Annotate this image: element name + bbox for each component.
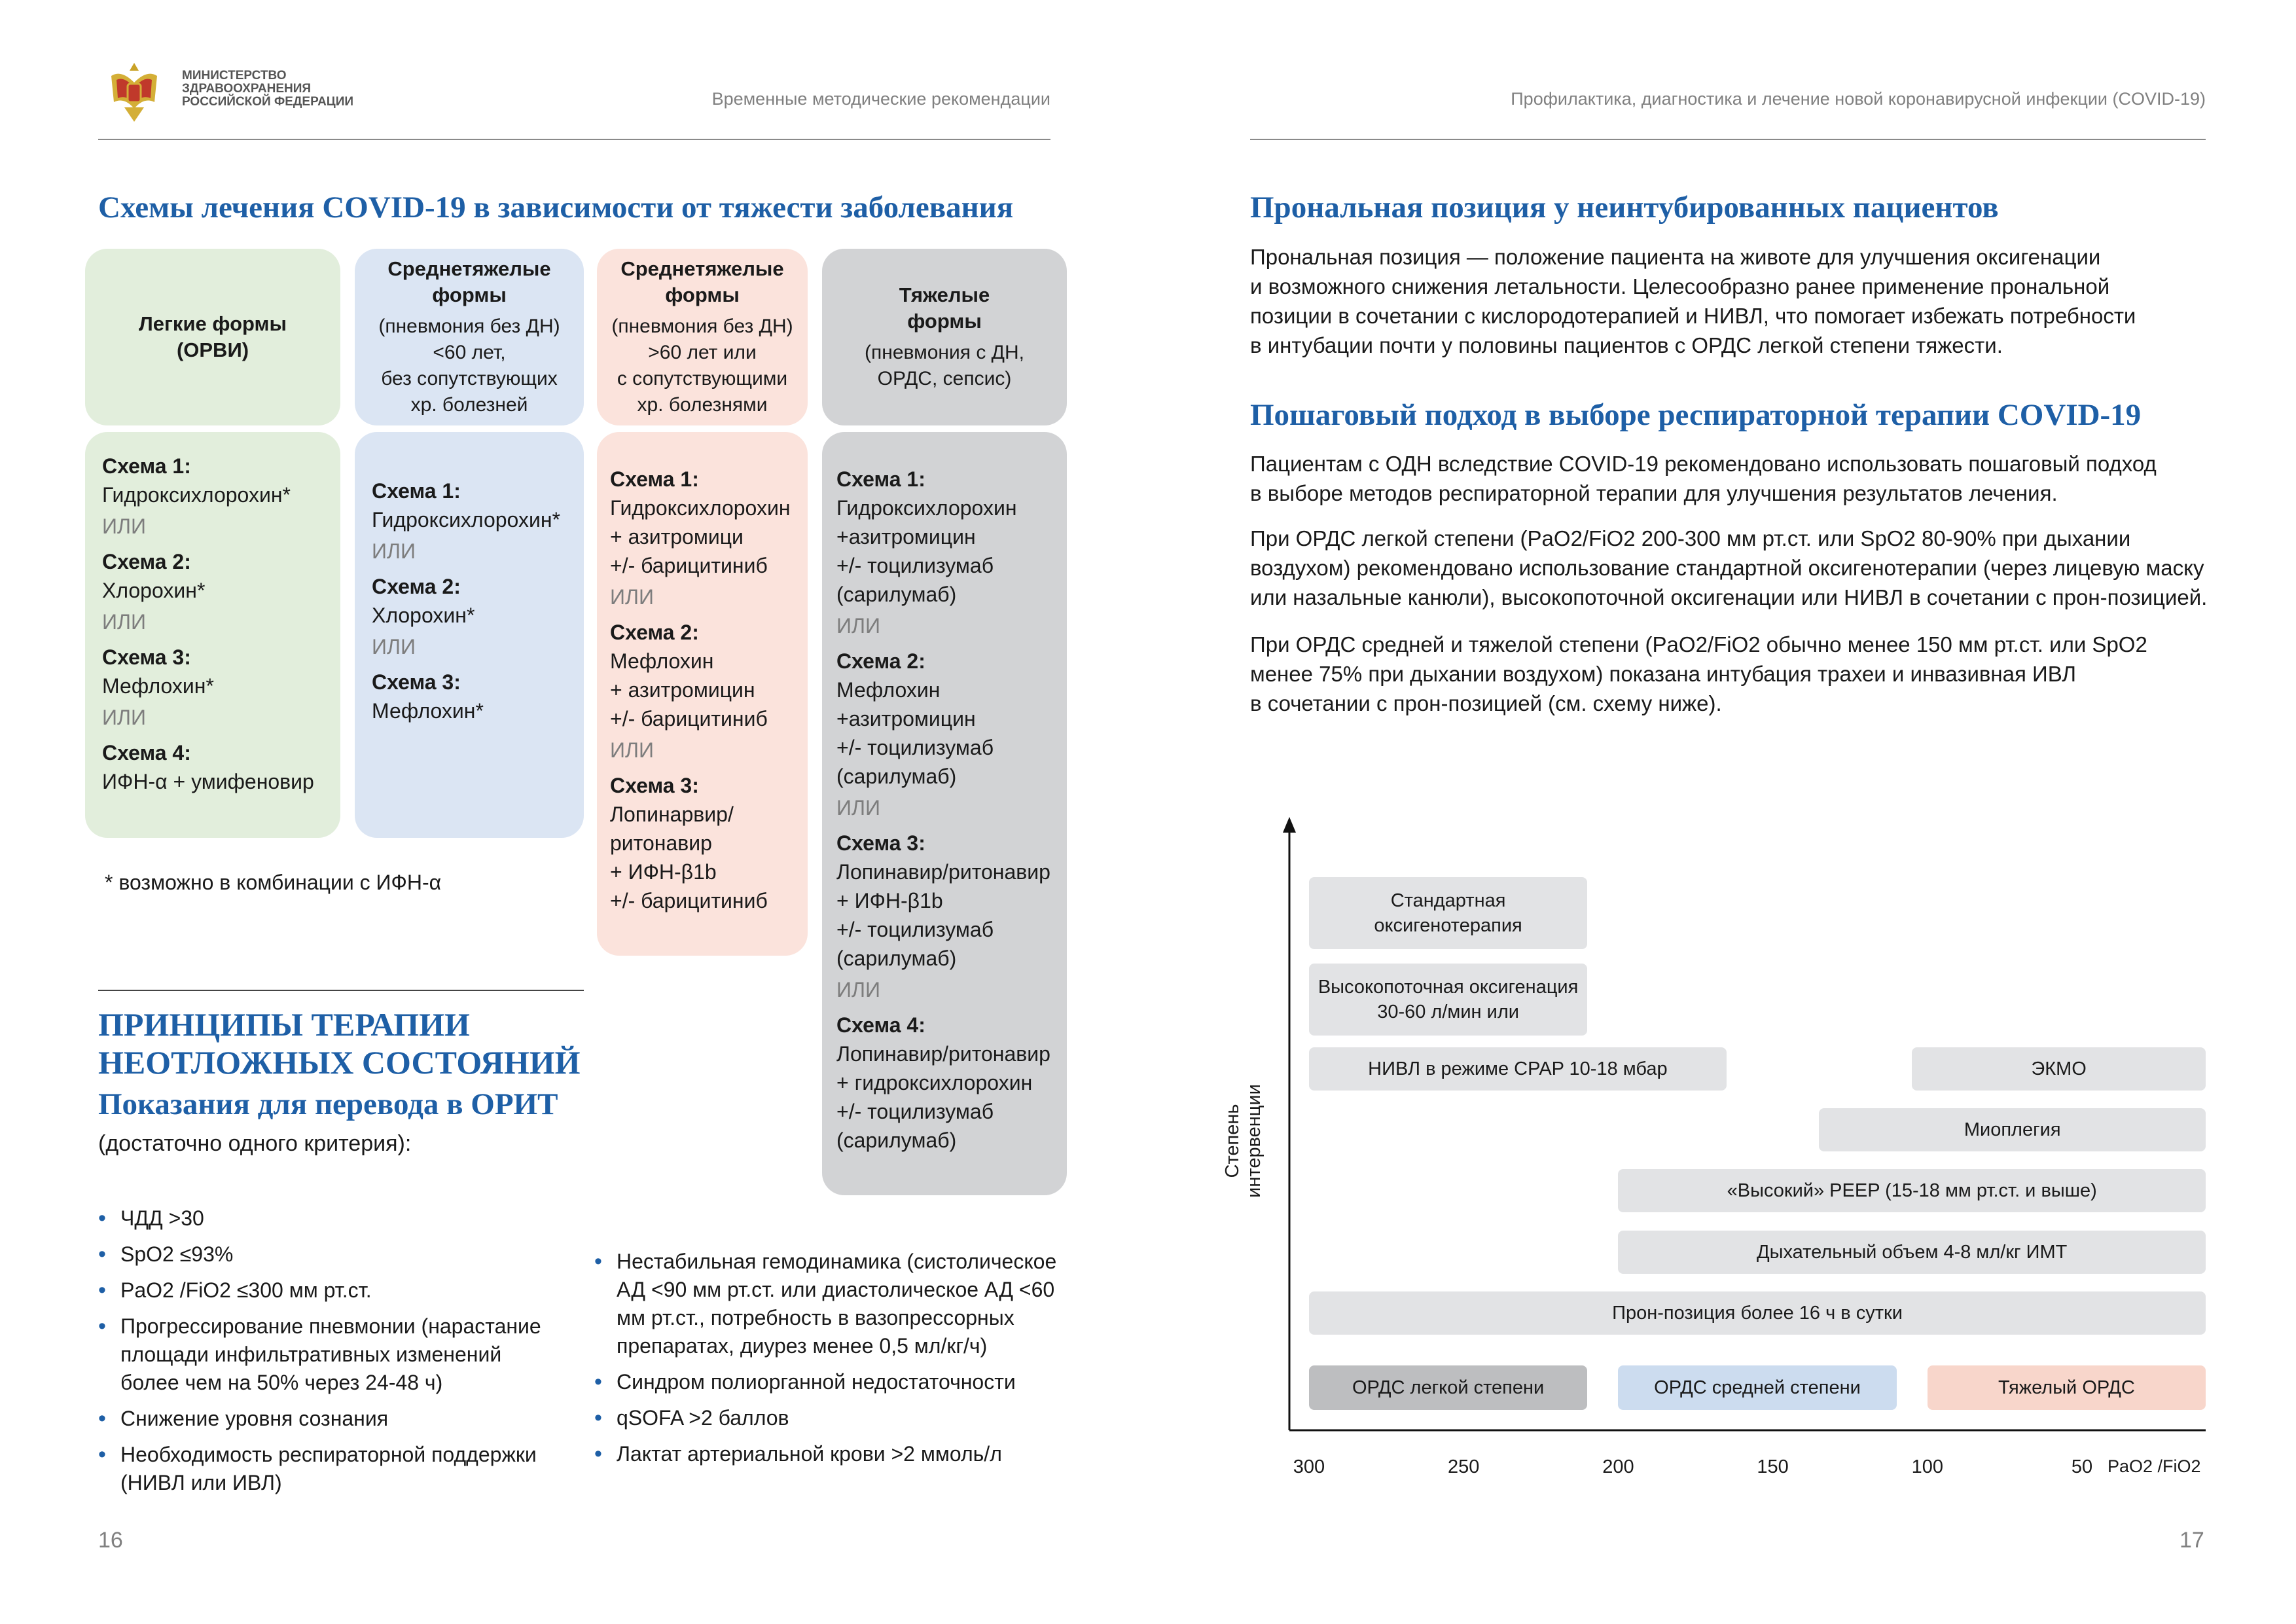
text-line: позиции в сочетании с кислородотерапией и НИВЛ, что помогает избежать потребности (1250, 304, 2136, 328)
text-line: в интубации почти у половины пациентов с ОРДС легкой степени тяжести. (1250, 333, 2003, 357)
ministry-logo-line2: ЗДРАВООХРАНЕНИЯ (182, 82, 312, 96)
y-axis-label: Степень интервенции (1222, 1084, 1265, 1198)
scheme-drug: +азитромицин (836, 525, 976, 549)
scheme-label: Схема 2: (372, 575, 461, 598)
column-title-l2: формы (907, 310, 982, 333)
chart-bar: «Высокий» PEEP (15-18 мм рт.ст. и выше) (1618, 1169, 2206, 1212)
principles-title-l2: НЕОТЛОЖНЫХ СОСТОЯНИЙ (98, 1044, 581, 1081)
scheme-drug: Гидроксихлорохин* (372, 508, 560, 532)
scheme-drug: (сарилумаб) (836, 583, 957, 606)
column-mild-title-l2: (ОРВИ) (176, 338, 249, 361)
scheme-label: Схема 3: (372, 670, 461, 694)
footnote: * возможно в комбинации с ИФН-α (105, 871, 442, 894)
chart-category-bar: ОРДС легкой степени (1309, 1365, 1587, 1410)
scheme-label: Схема 2: (836, 649, 925, 673)
chart-bar: Миоплегия (1819, 1108, 2206, 1151)
text-line: и возможного снижения летальности. Целесообразно ранее применение прональной (1250, 274, 2110, 298)
list-item: • qSOFA >2 баллов (594, 1404, 1066, 1432)
chart-bar: НИВЛ в режиме CPAP 10-18 мбар (1309, 1047, 1727, 1091)
list-item: • Нестабильная гемодинамика (систолическое АД <90 мм рт.ст. или диастолическое АД <60 мм рт.ст., потребность в вазопрессорных препаратах, диурез менее 0,5 мл/кг/ч) (594, 1248, 1062, 1360)
left-header-text: Временные методические рекомендации (711, 89, 1050, 109)
column-moderate-young-body (355, 432, 584, 838)
or-separator: ИЛИ (372, 635, 416, 659)
scheme-drug: Гидроксихлорохин (836, 496, 1017, 520)
respiratory-chart (1222, 812, 2219, 1492)
column-subtitle: ОРДС, сепсис) (877, 368, 1012, 389)
x-tick-label: 300 (1293, 1456, 1325, 1477)
scheme-label: Схема 1: (372, 479, 461, 503)
page-number-left: 16 (98, 1528, 123, 1553)
x-axis-label: PaO2 /FiO2 (2108, 1456, 2201, 1476)
scheme-drug: Гидроксихлорохин* (102, 483, 291, 507)
chart-category-bar: ОРДС средней степени (1618, 1365, 1896, 1410)
x-tick-label: 250 (1448, 1456, 1480, 1477)
chart-bar: Дыхательный объем 4-8 мл/кг ИМТ (1618, 1231, 2206, 1274)
column-title-l1: Среднетяжелые (387, 257, 551, 280)
text-line: При ОРДС легкой степени (PaO2/FiO2 200-300 мм рт.ст. или SpO2 80-90% при дыхании (1250, 526, 2131, 550)
column-title-l1: Среднетяжелые (620, 257, 784, 280)
column-subtitle: с сопутствующими (617, 368, 788, 389)
icu-title: Показания для перевода в ОРИТ (98, 1087, 558, 1121)
ticks-layer (1237, 812, 2219, 1492)
column-subtitle: <60 лет, (433, 342, 506, 363)
scheme-drug: (сарилумаб) (836, 1128, 957, 1152)
or-separator: ИЛИ (610, 738, 654, 762)
principles-rule (98, 990, 584, 991)
scheme-drug: Хлорохин* (102, 579, 206, 602)
scheme-drug: Мефлохин* (372, 699, 484, 723)
ministry-logo-line3: РОССИЙСКОЙ ФЕДЕРАЦИИ (182, 95, 354, 109)
text-line: воздухом) рекомендовано использование стандартной оксигенотерапии (через лицевую маску (1250, 556, 2204, 580)
column-moderate-young-header (355, 249, 584, 425)
or-separator: ИЛИ (102, 610, 146, 634)
scheme-drug: ИФН-α + умифеновир (102, 770, 314, 793)
column-subtitle: хр. болезнями (637, 394, 768, 416)
prone-text (1250, 242, 2136, 360)
scheme-drug: Мефлохин (610, 649, 714, 673)
principles-title-l1: ПРИНЦИПЫ ТЕРАПИИ (98, 1006, 470, 1043)
right-header-text: Профилактика, диагностика и лечение новой коронавирусной инфекции (COVID-19) (1511, 89, 2206, 109)
icu-subtitle: (достаточно одного критерия): (98, 1131, 412, 1156)
principles-title (98, 1005, 581, 1081)
text-line: в сочетании с прон-позицией (см. схему ниже). (1250, 691, 1722, 715)
text-line: или назальные канюли), высокопоточной оксигенации или НИВЛ в сочетании с прон-позицией. (1250, 585, 2208, 609)
text-line: Прональная позиция — положение пациента на животе для улучшения оксигенации (1250, 245, 2101, 269)
list-item: • Необходимость респираторной поддержки (НИВЛ или ИВЛ) (98, 1441, 552, 1497)
column-subtitle: (пневмония без ДН) (611, 316, 793, 337)
page-number-right: 17 (2179, 1528, 2204, 1553)
right-header-rule (1250, 139, 2206, 140)
scheme-drug: Хлорохин* (372, 604, 475, 627)
scheme-drug: + ИФН-β1b (836, 889, 943, 912)
left-header-rule (98, 139, 1050, 140)
list-item: • PaO2 /FiO2 ≤300 мм рт.ст. (98, 1276, 583, 1305)
x-tick-label: 50 (2071, 1456, 2093, 1477)
chart-category-bar: Тяжелый ОРДС (1928, 1365, 2206, 1410)
scheme-drug: Мефлохин* (102, 674, 214, 698)
ministry-logo (98, 56, 386, 128)
column-moderate-old-body (597, 432, 808, 956)
scheme-label: Схема 2: (102, 550, 191, 573)
or-separator: ИЛИ (836, 796, 880, 820)
or-separator: ИЛИ (102, 514, 146, 538)
list-item: • Синдром полиорганной недостаточности (594, 1368, 1066, 1396)
chart-bar-label: оксигенотерапия (1374, 915, 1522, 936)
emblem-icon (98, 56, 170, 128)
column-subtitle: (пневмония с ДН, (865, 342, 1024, 363)
scheme-drug: ритонавир (610, 831, 712, 855)
column-severe-header (822, 249, 1067, 425)
or-separator: ИЛИ (836, 614, 880, 638)
scheme-drug: + азитромицин (610, 678, 755, 702)
text-line: менее 75% при дыхании воздухом) показана интубация трахеи и инвазивная ИВЛ (1250, 662, 2077, 686)
ministry-logo-text (182, 69, 353, 109)
text-line: Пациентам с ОДН вследствие COVID-19 рекомендовано использовать пошаговый подход (1250, 452, 2157, 476)
ministry-logo-line1: МИНИСТЕРСТВО (182, 69, 287, 82)
column-moderate-old-header (597, 249, 808, 425)
column-mild-header (85, 249, 340, 425)
column-subtitle: >60 лет или (648, 342, 757, 363)
chart-bar: Прон-позиция более 16 ч в сутки (1309, 1291, 2206, 1335)
scheme-drug: Лопинарвир/ (610, 803, 734, 826)
chart-bar-label: 30-60 л/мин или (1377, 1001, 1519, 1022)
or-separator: ИЛИ (610, 585, 654, 609)
list-item: • SpO2 ≤93% (98, 1240, 583, 1269)
scheme-label: Схема 1: (102, 454, 191, 478)
x-tick-label: 150 (1757, 1456, 1789, 1477)
text-line: При ОРДС средней и тяжелой степени (PaO2/FiO2 обычно менее 150 мм рт.ст. или SpO2 (1250, 632, 2147, 657)
chart-bar: ЭКМО (1912, 1047, 2206, 1091)
scheme-label: Схема 1: (610, 467, 699, 491)
list-item: • ЧДД >30 (98, 1204, 583, 1233)
column-title-l2: формы (432, 283, 507, 306)
scheme-drug: +/- тоцилизумаб (836, 736, 994, 759)
para3 (1250, 630, 2147, 718)
scheme-drug: + азитромици (610, 525, 744, 549)
scheme-drug: Мефлохин (836, 678, 941, 702)
scheme-drug: +азитромицин (836, 707, 976, 731)
column-severe-body (822, 432, 1067, 1195)
scheme-drug: (сарилумаб) (836, 765, 957, 788)
or-separator: ИЛИ (102, 706, 146, 729)
criteria-list-left (98, 1204, 583, 1505)
scheme-drug: Гидроксихлорохин (610, 496, 791, 520)
chart-bar-label: Стандартная (1390, 890, 1506, 911)
scheme-drug: Лопинавир/ритонавир (836, 1042, 1050, 1066)
scheme-drug: +/- барицитиниб (610, 554, 768, 577)
scheme-drug: +/- барицитиниб (610, 889, 768, 912)
column-subtitle: хр. болезней (410, 394, 528, 416)
prone-title: Прональная позиция у неинтубированных пациентов (1250, 190, 1999, 225)
scheme-drug: + гидроксихлорохин (836, 1071, 1033, 1094)
scheme-label: Схема 2: (610, 621, 699, 644)
section-title: Схемы лечения COVID-19 в зависимости от тяжести заболевания (98, 190, 1014, 225)
scheme-label: Схема 4: (102, 741, 191, 765)
scheme-label: Схема 3: (102, 645, 191, 669)
column-mild-body (85, 432, 340, 838)
scheme-drug: (сарилумаб) (836, 947, 957, 970)
scheme-label: Схема 1: (836, 467, 925, 491)
scheme-drug: +/- барицитиниб (610, 707, 768, 731)
column-subtitle: без сопутствующих (381, 368, 558, 389)
para2 (1250, 524, 2207, 612)
scheme-label: Схема 3: (836, 831, 925, 855)
x-tick-label: 200 (1602, 1456, 1634, 1477)
scheme-label: Схема 3: (610, 774, 699, 797)
scheme-drug: Лопинавир/ритонавир (836, 860, 1050, 884)
x-tick-label: 100 (1911, 1456, 1943, 1477)
or-separator: ИЛИ (372, 539, 416, 563)
column-mild-title-l1: Легкие формы (139, 312, 287, 335)
scheme-drug: + ИФН-β1b (610, 860, 717, 884)
or-separator: ИЛИ (836, 978, 880, 1001)
stepwise-title: Пошаговый подход в выборе респираторной терапии COVID-19 (1250, 398, 2142, 432)
column-title-l2: формы (665, 283, 740, 306)
column-title-l1: Тяжелые (899, 283, 990, 306)
column-subtitle: (пневмония без ДН) (378, 316, 560, 337)
text-line: в выборе методов респираторной терапии для улучшения результатов лечения. (1250, 481, 2058, 505)
para1 (1250, 449, 2157, 508)
list-item: • Прогрессирование пневмонии (нарастание площади инфильтративных изменений более чем на 50% через 24-48 ч) (98, 1312, 552, 1397)
list-item: • Снижение уровня сознания (98, 1405, 583, 1433)
scheme-drug: +/- тоцилизумаб (836, 1100, 994, 1123)
list-item: • Лактат артериальной крови >2 ммоль/л (594, 1440, 1066, 1468)
scheme-label: Схема 4: (836, 1013, 925, 1037)
scheme-drug: +/- тоцилизумаб (836, 918, 994, 941)
criteria-list-right (594, 1248, 1066, 1476)
chart-bar-label: Высокопоточная оксигенация (1318, 977, 1579, 998)
scheme-drug: +/- тоцилизумаб (836, 554, 994, 577)
